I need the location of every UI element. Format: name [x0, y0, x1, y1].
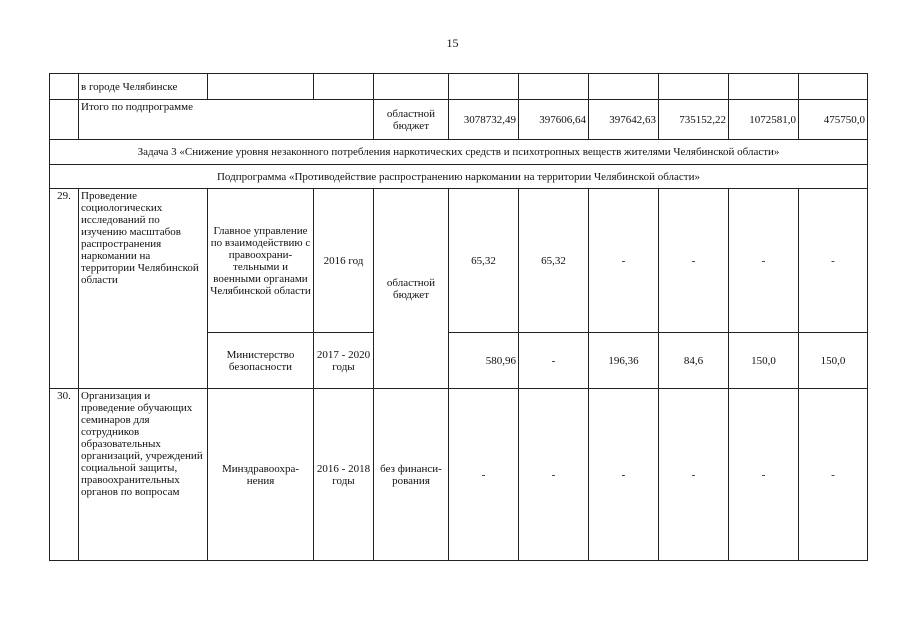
cell-empty — [589, 74, 659, 100]
cell-total-value: 1072581,0 — [729, 100, 799, 140]
cell-period: 2016 год — [314, 189, 374, 333]
table-row-30 — [50, 389, 868, 561]
cell-empty — [519, 74, 589, 100]
cell-empty — [374, 74, 449, 100]
cell-value: 150,0 — [799, 333, 868, 389]
cell-value: - — [659, 189, 729, 333]
cell-total-value: 397606,64 — [519, 100, 589, 140]
cell-empty — [314, 74, 374, 100]
cell-empty — [449, 74, 519, 100]
cell-city-name: в городе Челябинске — [79, 74, 208, 100]
cell-value: 65,32 — [519, 189, 589, 333]
cell-total-value: 735152,22 — [659, 100, 729, 140]
cell-item-name: Проведение социологических исследований по изучению масштабов распространения наркомании на территории Челябинской области — [79, 189, 208, 389]
cell-total-source: областной бюджет — [374, 100, 449, 140]
cell-value: 196,36 — [589, 333, 659, 389]
cell-value: - — [589, 389, 659, 561]
table-row-task — [50, 140, 868, 165]
cell-empty — [50, 74, 79, 100]
table-row-subprogram — [50, 165, 868, 189]
cell-value: - — [729, 189, 799, 333]
cell-value: - — [519, 389, 589, 561]
cell-subprogram-heading: Подпрограмма «Противодействие распространению наркомании на территории Челябинской области» — [50, 165, 868, 189]
cell-executor: Главное управление по взаимодействию с правоохрани-тельными и военными органами Челябинской области — [208, 189, 314, 333]
cell-total-value: 3078732,49 — [449, 100, 519, 140]
cell-empty — [659, 74, 729, 100]
table-row-total — [50, 100, 868, 140]
cell-value: 580,96 — [449, 333, 519, 389]
table-row-city — [50, 74, 868, 100]
cell-period: 2016 - 2018 годы — [314, 389, 374, 561]
cell-value: - — [799, 389, 868, 561]
cell-total-value: 475750,0 — [799, 100, 868, 140]
cell-empty — [799, 74, 868, 100]
cell-empty — [50, 100, 79, 140]
cell-value: - — [729, 389, 799, 561]
cell-item-number: 29. — [50, 189, 79, 389]
cell-period: 2017 - 2020 годы — [314, 333, 374, 389]
cell-value: - — [449, 389, 519, 561]
cell-value: 65,32 — [449, 189, 519, 333]
page-number: 15 — [446, 36, 459, 50]
cell-funding-source: без финанси-рования — [374, 389, 449, 561]
cell-task-heading: Задача 3 «Снижение уровня незаконного потребления наркотических средств и психотропных веществ жителями Челябинской области» — [50, 140, 868, 165]
cell-item-name: Организация и проведение обучающих семинаров для сотрудников образовательных организаций, учреждений социальной защиты, правоохранительных органов по вопросам — [79, 389, 208, 561]
cell-total-value: 397642,63 — [589, 100, 659, 140]
table-row-29a — [50, 189, 868, 333]
cell-item-number: 30. — [50, 389, 79, 561]
cell-executor: Минздравоохра-нения — [208, 389, 314, 561]
cell-empty — [729, 74, 799, 100]
cell-empty — [208, 74, 314, 100]
cell-value: 84,6 — [659, 333, 729, 389]
cell-total-name: Итого по подпрограмме — [79, 100, 374, 140]
cell-executor: Министерство безопасности — [208, 333, 314, 389]
cell-funding-source: областной бюджет — [374, 189, 449, 389]
cell-value: - — [519, 333, 589, 389]
program-table — [49, 73, 868, 561]
cell-value: - — [799, 189, 868, 333]
cell-value: - — [589, 189, 659, 333]
cell-value: - — [659, 389, 729, 561]
cell-value: 150,0 — [729, 333, 799, 389]
